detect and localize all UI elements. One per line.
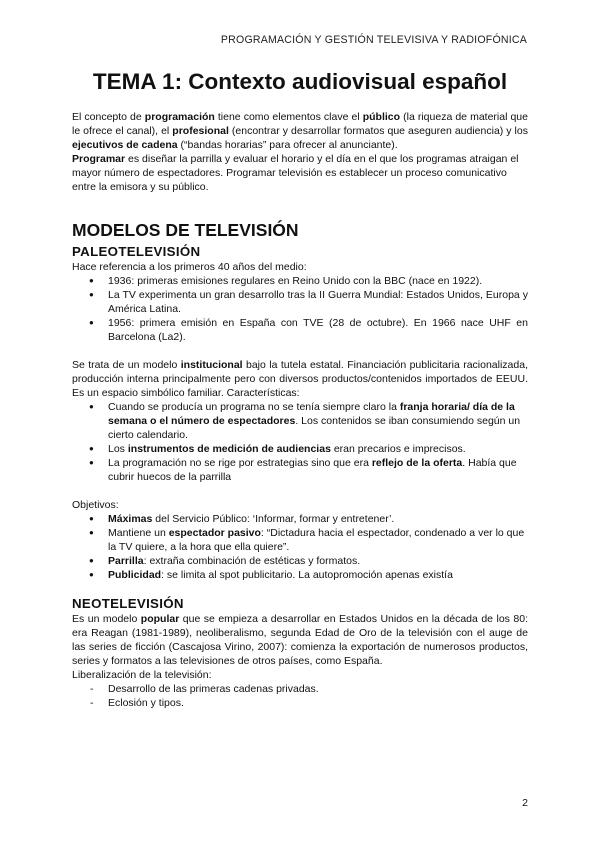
list-item bbox=[88, 526, 528, 554]
paleo-traits-list bbox=[72, 400, 528, 484]
subsection-heading-neo: NEOTELEVISIÓN bbox=[72, 596, 184, 611]
text-span: (“bandas horarias” para ofrecer al anunciante). bbox=[177, 139, 398, 151]
text-span: : extraña combinación de estéticas y formatos. bbox=[143, 555, 361, 567]
intro-paragraph-1 bbox=[72, 110, 528, 152]
bold-term: Publicidad bbox=[108, 569, 162, 581]
term-programacion: programación bbox=[144, 111, 215, 123]
page-title: TEMA 1: Contexto audiovisual español bbox=[92, 69, 508, 94]
paleo-objectives-list bbox=[72, 512, 528, 582]
neo-paragraph bbox=[72, 612, 528, 668]
list-item bbox=[88, 512, 528, 526]
neo-dash-list bbox=[72, 682, 528, 710]
term-popular: popular bbox=[140, 613, 180, 625]
page-number: 2 bbox=[522, 797, 528, 809]
term-programar: Programar bbox=[72, 153, 126, 165]
paleo-lead: Hace referencia a los primeros 40 años del medio: bbox=[72, 261, 307, 273]
text-span: : se limita al spot publicitario. La autopromoción apenas existía bbox=[161, 569, 453, 581]
bold-term: reflejo de la oferta bbox=[371, 457, 463, 469]
text-span: . Había que cubrir huecos de la parrilla bbox=[108, 457, 517, 483]
bold-term: espectador pasivo bbox=[168, 527, 261, 539]
term-publico: público bbox=[362, 111, 401, 123]
text-span: es diseñar la parrilla y evaluar el horario y el día en el que los programas atraigan el mayor número de espectadores. Programar televisión es establecer un proceso comunicativo entre la emisora y su público. bbox=[72, 153, 519, 193]
text-span: Cuando se producía un programa no se tenía siempre claro la bbox=[108, 401, 400, 413]
list-item: ● 1936: primeras emisiones regulares en Reino Unido con la BBC (nace en 1922). bbox=[88, 274, 528, 288]
running-header: PROGRAMACIÓN Y GESTIÓN TELEVISIVA Y RADIOFÓNICA bbox=[220, 34, 527, 46]
list-item bbox=[88, 456, 528, 484]
subsection-heading-paleo: PALEOTELEVISIÓN bbox=[72, 244, 201, 259]
bold-term: instrumentos de medición de audiencias bbox=[127, 443, 331, 455]
objectives-label: Objetivos: bbox=[72, 499, 119, 511]
text-span: . Los contenidos se iban consumiendo según un cierto calendario. bbox=[108, 415, 521, 441]
text-span: El concepto de bbox=[72, 111, 145, 123]
bold-term: Parrilla bbox=[108, 555, 144, 567]
paleo-model-paragraph bbox=[72, 358, 528, 400]
list-item bbox=[88, 442, 528, 456]
term-profesional: profesional bbox=[172, 125, 229, 137]
list-item bbox=[88, 554, 528, 568]
document-body bbox=[72, 110, 528, 710]
text-span: eran precarios e imprecisos. bbox=[330, 443, 466, 455]
list-item: - Eclosión y tipos. bbox=[88, 696, 528, 710]
section-heading-modelos: MODELOS DE TELEVISIÓN bbox=[72, 220, 299, 240]
text-span: tiene como elementos clave el bbox=[214, 111, 363, 123]
text-span: Se trata de un modelo bbox=[72, 359, 181, 371]
text-span: : “Dictadura hacia el espectador, condenado a ver lo que la TV quiere, a la hora que ella quiere”. bbox=[108, 527, 525, 553]
term-institucional: institucional bbox=[180, 359, 243, 371]
list-item: ● 1956: primera emisión en España con TVE (28 de octubre). En 1966 nace UHF en Barcelona (La2). bbox=[88, 316, 528, 344]
text-span: (la riqueza de material que le ofrece el canal), el bbox=[72, 111, 528, 137]
bold-term: franja horaria/ día de la semana o el número de espectadores bbox=[108, 401, 515, 427]
list-item bbox=[88, 568, 528, 582]
term-ejecutivos: ejecutivos de cadena bbox=[72, 139, 178, 151]
neo-liberalization: Liberalización de la televisión: bbox=[72, 669, 212, 681]
text-span: del Servicio Público: ‘Informar, formar y entretener’. bbox=[152, 513, 395, 525]
intro-paragraph-2 bbox=[72, 152, 528, 194]
paleo-timeline-list bbox=[72, 274, 528, 344]
text-span: La programación no se rige por estrategias sino que era bbox=[108, 457, 372, 469]
text-span: que se empieza a desarrollar en Estados Unidos en la década de los 80: era Reagan (1981-1989), neoliberalismo, segunda Edad de Oro de la televisión con el auge de las series de ficción (Cascajosa Virino, 2007): comienza la exportación de numerosos productos, series y formatos a las televisiones de otros países, como España. bbox=[72, 613, 528, 667]
list-item bbox=[88, 400, 528, 442]
text-span: bajo la tutela estatal. Financiación publicitaria racionalizada, producción interna principalmente pero con diversos productos/contenidos importados de EEUU. Es un espacio simbólico familiar. Características: bbox=[72, 359, 528, 399]
bold-term: Máximas bbox=[108, 513, 153, 525]
list-item: ● La TV experimenta un gran desarrollo tras la II Guerra Mundial: Estados Unidos, Europa y América Latina. bbox=[88, 288, 528, 316]
text-span: Es un modelo bbox=[72, 613, 141, 625]
text-span: Mantiene un bbox=[108, 527, 169, 539]
text-span: Los bbox=[108, 443, 128, 455]
list-item: - Desarrollo de las primeras cadenas privadas. bbox=[88, 682, 528, 696]
text-span: (encontrar y desarrollar formatos que aseguren audiencia) y los bbox=[228, 125, 528, 137]
